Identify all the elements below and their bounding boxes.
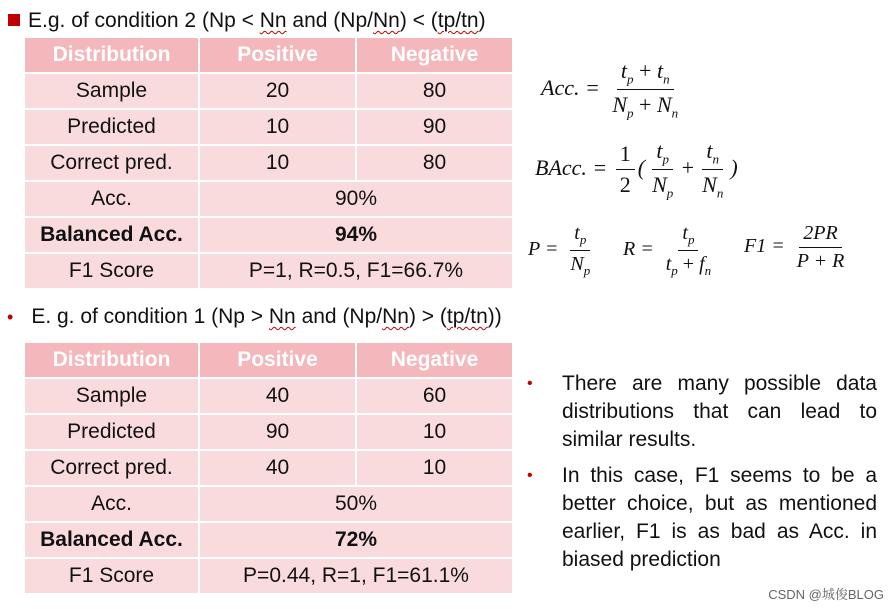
table-row [25,146,512,180]
table-row [25,74,512,108]
f1-value: P=1, R=0.5, F1=66.7% [200,254,512,288]
accuracy-value: 90% [200,182,512,216]
cell-negative: 90 [357,110,512,144]
f1-value: P=0.44, R=1, F1=61.1% [200,559,512,593]
header-negative: Negative [357,38,512,72]
balanced-accuracy-value: 94% [200,218,512,252]
f1-formula: F1 = $\frac{2PR}{P + R}$ [744,222,845,272]
recall-formula: R = $\frac{t_p}{t_p + f_n}$ [623,222,712,278]
cell-positive: 20 [200,74,355,108]
table-header-row [25,343,512,377]
cell-positive: 40 [200,451,355,485]
table-row [25,451,512,485]
bullet-icon: • [527,467,533,484]
bullet-icon: • [527,375,533,392]
list-item: • In this case, F1 seems to be a better choice, but as mentioned earlier, F1 is as bad as Acc. in biased prediction [527,462,877,574]
cell-negative: 10 [357,451,512,485]
table-row [25,110,512,144]
row-label: F1 Score [25,254,198,288]
cell-positive: 90 [200,415,355,449]
balanced-accuracy-value: 72% [200,523,512,557]
cell-positive: 40 [200,379,355,413]
row-label: Correct pred. [25,451,198,485]
watermark: CSDN @城俊BLOG [768,587,884,602]
row-label: Balanced Acc. [25,218,198,252]
square-bullet-icon [8,14,20,26]
results-table-condition-1 [23,341,514,595]
table-header-row [25,38,512,72]
cell-negative: 10 [357,415,512,449]
balanced-accuracy-row [25,218,512,252]
cell-positive: 10 [200,146,355,180]
results-table-condition-2 [23,36,514,290]
row-label: Correct pred. [25,146,198,180]
accuracy-formula: Acc. = $\frac{t_p + t_n}{N_p + N_n}$ [541,58,685,122]
row-label: Acc. [25,487,198,521]
row-label: Balanced Acc. [25,523,198,557]
f1-row [25,254,512,288]
row-label: Sample [25,74,198,108]
cell-negative: 60 [357,379,512,413]
cell-negative: 80 [357,146,512,180]
header-distribution: Distribution [25,343,198,377]
table-row [25,379,512,413]
cell-positive: 10 [200,110,355,144]
header-negative: Negative [357,343,512,377]
list-item: • There are many possible data distributions that can lead to similar results. [527,370,877,454]
table-row [25,415,512,449]
balanced-accuracy-row [25,523,512,557]
row-label: F1 Score [25,559,198,593]
balanced-accuracy-formula: BAcc. = $\frac{1}{2}$ ( $\frac{t_p}{N_p}$ + $\frac{t_n}{N_n}$ ) [535,138,738,201]
accuracy-fraction: $\frac{t_p + t_n}{N_p + N_n}$ [612,58,679,121]
accuracy-row [25,487,512,521]
heading-condition-1: • E. g. of condition 1 (Np > Nn and (Np/Nn) > (tp/tn)) [7,305,502,328]
cell-negative: 80 [357,74,512,108]
header-positive: Positive [200,343,355,377]
heading-condition-2: E.g. of condition 2 (Np < Nn and (Np/Nn) < (tp/tn) [8,9,486,33]
accuracy-value: 50% [200,487,512,521]
row-label: Predicted [25,415,198,449]
notes-list [527,370,877,582]
row-label: Sample [25,379,198,413]
accuracy-row [25,182,512,216]
precision-formula: P = $\frac{t_p}{N_p}$ [528,222,591,278]
row-label: Acc. [25,182,198,216]
bullet-icon: • [7,307,14,327]
row-label: Predicted [25,110,198,144]
header-distribution: Distribution [25,38,198,72]
f1-row [25,559,512,593]
header-positive: Positive [200,38,355,72]
